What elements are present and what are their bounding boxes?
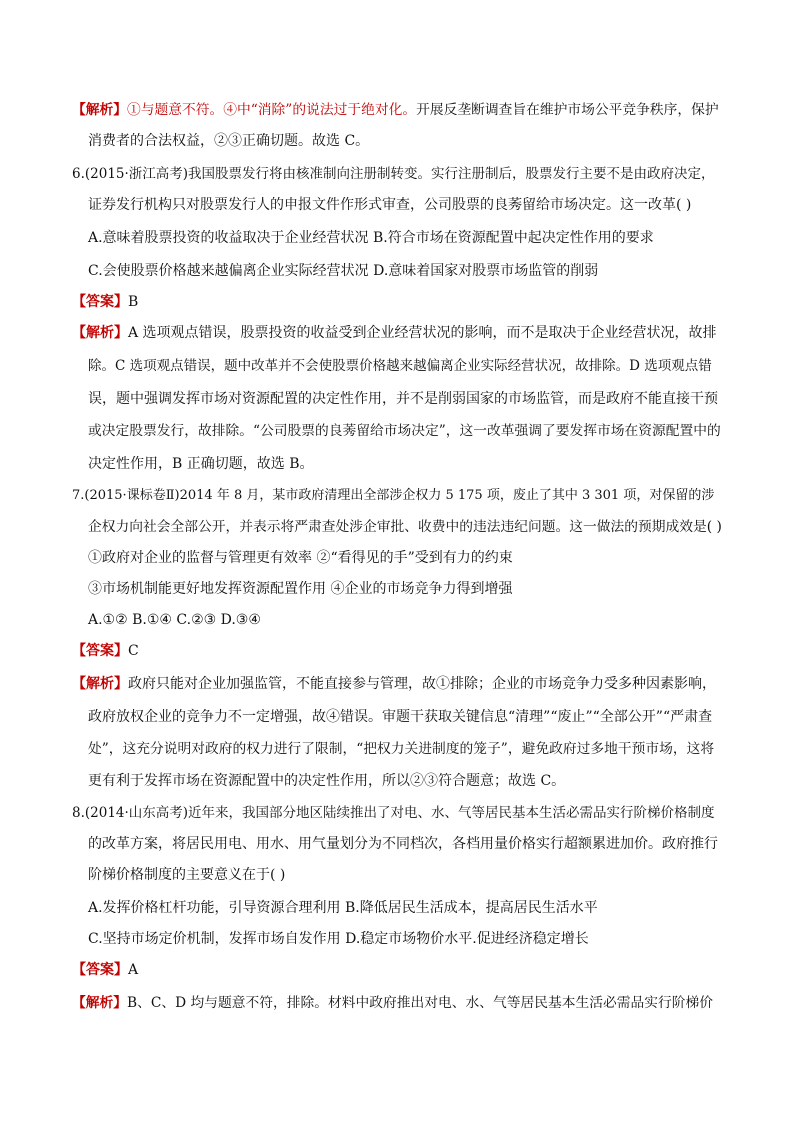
q6-analysis-line-5: 决定性作用，B 正确切题，故选 B。 (88, 456, 314, 472)
answer-label: 【答案】 (72, 962, 128, 978)
q6-stem-line-1: 6.(2015·浙江高考)我国股票发行将由核准制向注册制转变。实行注册制后，股票发行主要不是由政府决定， (72, 166, 715, 182)
q7-answer (72, 641, 139, 661)
q7-analysis-line-4: 更有利于发挥市场在资源配置中的决定性作用，所以②③符合题意；故选 C。 (88, 773, 566, 789)
q8-stem-line-3: 阶梯价格制度的主要意义在于( ) (88, 867, 286, 883)
q7-analysis-line-2: 政府放权企业的竞争力不一定增强，故④错误。审题干获取关键信息“清理”“废止”“全部公开”“严肃查 (88, 709, 713, 725)
q8-answer (72, 960, 138, 980)
analysis-label: 【解析】 (72, 676, 128, 692)
q7-stem-line-2: 企权力向社会全部公开，并表示将严肃查处涉企审批、收费中的违法违纪问题。这一做法的预期成效是( ) (88, 519, 722, 535)
top-analysis-line-1 (72, 100, 719, 120)
q8-analysis-line-1 (72, 993, 713, 1013)
q6-options-line-2: C.会使股票价格越来越偏离企业实际经营状况 D.意味着国家对股票市场监管的削弱 (88, 263, 599, 279)
q6-options-line-1: A.意味着股票投资的收益取决于企业经营状况 B.符合市场在资源配置中起决定性作用的要求 (88, 230, 654, 246)
analysis-red-text: ①与题意不符。④中“消除”的说法过于绝对化。 (127, 102, 417, 118)
q7-answer-value: C (128, 643, 139, 659)
q7-analysis-text-1: 政府只能对企业加强监管，不能直接参与管理，故①排除；企业的市场竞争力受多种因素影响， (128, 676, 716, 692)
q7-statements-line-1: ①政府对企业的监督与管理更有效率 ②“看得见的手”受到有力的约束 (88, 550, 513, 566)
q8-answer-value: A (128, 962, 139, 978)
analysis-label: 【解析】 (72, 102, 128, 118)
q7-stem-line-1: 7.(2015·课标卷Ⅱ)2014 年 8 月，某市政府清理出全部涉企权力 5 175 项，废止了其中 3 301 项，对保留的涉 (72, 488, 715, 503)
q6-analysis-line-1 (72, 323, 717, 343)
q6-analysis-line-4: 或决定股票发行，故排除。“公司股票的良莠留给市场决定”，这一改革强调了要发挥市场在资源配置中的 (88, 423, 721, 439)
q6-answer (72, 292, 138, 312)
analysis-text: 开展反垄断调查旨在维护市场公平竞争秩序，保护 (416, 102, 719, 118)
analysis-label: 【解析】 (72, 325, 128, 341)
analysis-label: 【解析】 (72, 995, 128, 1011)
q8-stem-line-2: 的改革方案，将居民用电、用水、用气量划分为不同档次，各档用量价格实行超额累进加价。政府推行 (88, 836, 718, 852)
q7-statements-line-2: ③市场机制能更好地发挥资源配置作用 ④企业的市场竞争力得到增强 (88, 581, 513, 597)
q6-analysis-line-3: 误，题中强调发挥市场对资源配置的决定性作用，并不是削弱国家的市场监管，而是政府不能直接干预 (88, 391, 718, 407)
q7-options: A.①② B.①④ C.②③ D.③④ (88, 612, 261, 628)
q8-stem-line-1: 8.(2014·山东高考)近年来，我国部分地区陆续推出了对电、水、气等居民基本生活必需品实行阶梯价格制度 (72, 805, 715, 821)
q6-analysis-text-1: A 选项观点错误，股票投资的收益受到企业经营状况的影响，而不是取决于企业经营状况，故排 (128, 325, 717, 341)
q6-answer-value: B (128, 294, 139, 310)
q8-options-line-2: C.坚持市场定价机制，发挥市场自发作用 D.稳定市场物价水平.促进经济稳定增长 (88, 931, 589, 947)
q7-analysis-line-1 (72, 674, 716, 694)
top-analysis-line-2: 消费者的合法权益，②③正确切题。故选 C。 (88, 133, 370, 149)
answer-label: 【答案】 (72, 294, 128, 310)
q8-analysis-text-1: B、C、D 均与题意不符，排除。材料中政府推出对电、水、气等居民基本生活必需品实行阶梯价 (127, 995, 714, 1011)
q7-analysis-line-3: 处”，这充分说明对政府的权力进行了限制，“把权力关进制度的笼子”，避免政府过多地干预市场，这将 (88, 741, 715, 757)
q8-options-line-1: A.发挥价格杠杆功能，引导资源合理利用 B.降低居民生活成本，提高居民生活水平 (88, 900, 598, 916)
answer-label: 【答案】 (72, 643, 128, 659)
q6-analysis-line-2: 除。C 选项观点错误，题中改革并不会使股票价格越来越偏离企业实际经营状况，故排除。D 选项观点错 (88, 358, 712, 374)
q6-stem-line-2: 证券发行机构只对股票发行人的申报文件作形式审查，公司股票的良莠留给市场决定。这一改革( ) (88, 197, 692, 213)
